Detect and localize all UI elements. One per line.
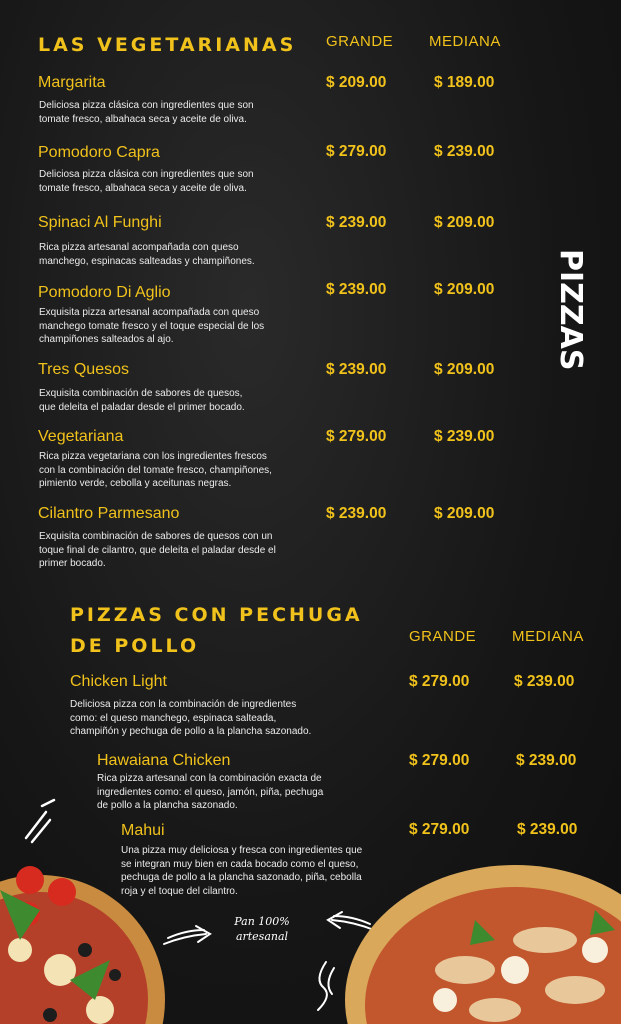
sparkle-marks-icon	[20, 798, 56, 844]
price-grande: $ 279.00	[409, 752, 470, 769]
price-mediana: $ 209.00	[434, 361, 495, 378]
column-header-mediana: MEDIANA	[512, 628, 584, 645]
price-mediana: $ 209.00	[434, 281, 495, 298]
item-description: Deliciosa pizza clásica con ingredientes que son tomate fresco, albahaca seca y aceite de oliva.	[39, 169, 254, 194]
section-title-vegetarianas: LAS VEGETARIANAS	[38, 34, 297, 56]
item-description: Rica pizza vegetariana con los ingredientes frescos con la combinación del tomate fresco, champiñones, pimiento verde, cebolla y aceitunas negras.	[39, 451, 272, 489]
price-grande: $ 239.00	[326, 361, 387, 378]
item-description: Rica pizza artesanal con la combinación exacta de ingredientes como: el queso, jamón, piña, pechuga de pollo a la plancha sazonado.	[97, 773, 324, 811]
pizza-image-left	[0, 850, 170, 1024]
section-title-pechuga: PIZZAS CON PECHUGA DE POLLO	[70, 604, 363, 657]
price-mediana: $ 189.00	[434, 74, 495, 91]
price-grande: $ 239.00	[326, 281, 387, 298]
item-name: Mahui	[121, 822, 165, 839]
price-mediana: $ 239.00	[434, 428, 495, 445]
swirl-marks-icon	[306, 958, 342, 1014]
artisan-bread-note: Pan 100% artesanal	[234, 915, 290, 943]
item-description: Una pizza muy deliciosa y fresca con ingredientes que se integran muy bien en cada bocado como el queso, pechuga de pollo a la plancha sazonado, piña, cebolla roja y el toque del cilantro.	[121, 845, 363, 897]
item-name: Vegetariana	[38, 428, 124, 445]
item-name: Hawaiana Chicken	[97, 752, 231, 769]
price-grande: $ 239.00	[326, 214, 387, 231]
item-description: Exquisita combinación de sabores de quesos, que deleita el paladar desde el primer bocado.	[39, 388, 245, 413]
column-header-mediana: MEDIANA	[429, 33, 501, 50]
item-name: Chicken Light	[70, 673, 167, 690]
price-grande: $ 239.00	[326, 505, 387, 522]
price-grande: $ 279.00	[326, 143, 387, 160]
item-description: Deliciosa pizza con la combinación de ingredientes como: el queso manchego, espinaca salteada, champiñón y pechuga de pollo a la plancha sazonado.	[70, 699, 312, 737]
price-mediana: $ 239.00	[516, 752, 577, 769]
item-name: Spinaci Al Funghi	[38, 214, 162, 231]
item-name: Margarita	[38, 74, 106, 91]
item-description: Rica pizza artesanal acompañada con queso manchego, espinacas salteadas y champiñones.	[39, 242, 255, 267]
side-label-pizzas: PIZZAS	[553, 249, 588, 371]
item-name: Pomodoro Di Aglio	[38, 284, 171, 301]
column-header-grande: GRANDE	[409, 628, 477, 645]
price-grande: $ 209.00	[326, 74, 387, 91]
column-header-grande: GRANDE	[326, 33, 394, 50]
pizza-image-right	[345, 860, 621, 1024]
price-mediana: $ 239.00	[517, 821, 578, 838]
item-name: Pomodoro Capra	[38, 144, 160, 161]
price-mediana: $ 209.00	[434, 214, 495, 231]
item-name: Cilantro Parmesano	[38, 505, 180, 522]
price-mediana: $ 209.00	[434, 505, 495, 522]
item-name: Tres Quesos	[38, 361, 129, 378]
price-grande: $ 279.00	[409, 673, 470, 690]
item-description: Exquisita combinación de sabores de quesos con un toque final de cilantro, que deleita el paladar desde el primer bocado.	[39, 531, 276, 569]
price-grande: $ 279.00	[409, 821, 470, 838]
price-grande: $ 279.00	[326, 428, 387, 445]
price-mediana: $ 239.00	[434, 143, 495, 160]
item-description: Deliciosa pizza clásica con ingredientes que son tomate fresco, albahaca seca y aceite de oliva.	[39, 100, 254, 125]
item-description: Exquisita pizza artesanal acompañada con queso manchego tomate fresco y el toque especial de los champiñones salteados al ajo.	[39, 307, 265, 345]
price-mediana: $ 239.00	[514, 673, 575, 690]
